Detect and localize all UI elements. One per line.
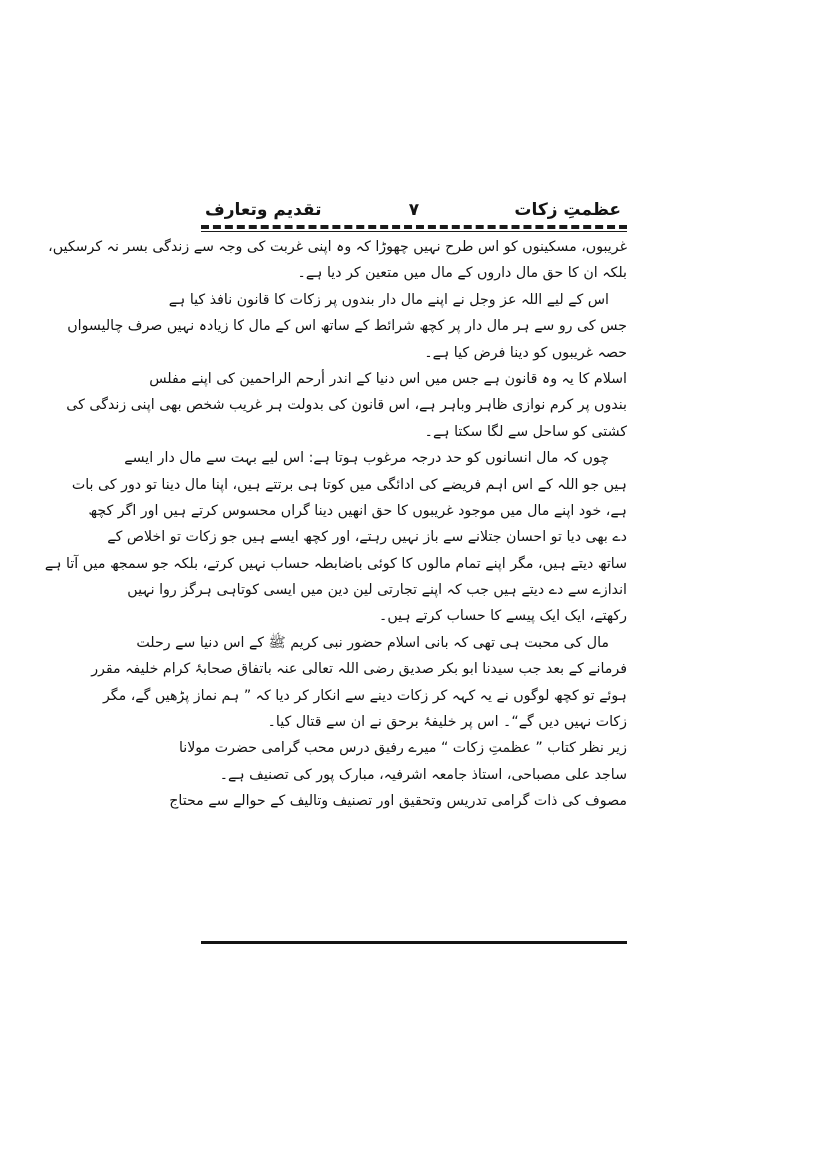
text-line: فرمانے کے بعد جب سیدنا ابو بکر صدیق رضی اللہ تعالی عنہ باتفاق صحابۂ کرام خلیفہ مقرر [91,661,627,678]
text-line: غریبوں، مسکینوں کو اس طرح نہیں چھوڑا کہ وہ اپنی غربت کی وجہ سے زندگی بسر نہ کرسکیں، [48,239,627,255]
text-line: ساتھ دیتے ہیں، مگر اپنے تمام مالوں کا کوئی باضابطہ حساب نہیں کرتے، بلکہ جو سمجھ میں آتا ہے [44,555,627,572]
text-line: ہیں جو اللہ کے اس اہم فریضے کی ادائگی میں کوتا ہی برتتے ہیں، اپنا مال دینا تو دور کی بات [71,476,627,493]
page-number: ۷ [408,200,420,220]
footer-rule [201,941,627,944]
text-line: کشتی کو ساحل سے لگا سکتا ہے۔ [424,423,627,440]
text-line: اسلام کا یہ وہ قانون ہے جس میں اس دنیا کے اندر أرحم الراحمین کی اپنے مفلس [149,370,627,387]
text-line: اندازے سے دے دیتے ہیں جب کہ اپنے تجارتی لین دین میں ایسی کوتاہی ہرگز روا نہیں [127,582,627,599]
text-line: جس کی رو سے ہر مال دار پر کچھ شرائط کے ساتھ اس کے مال کا زیادہ نہیں صرف چالیسواں [67,318,627,335]
section-title: تقدیم وتعارف [205,200,322,220]
text-line: ہوئے تو کچھ لوگوں نے یہ کہہ کر زکات دینے سے انکار کر دیا کہ ” ہم نماز پڑھیں گے، مگر [102,687,627,704]
text-line: رکھتے، ایک ایک پیسے کا حساب کرتے ہیں۔ [379,608,627,625]
header-thin-rule [201,231,627,232]
text-line: بندوں پر کرم نوازی ظاہر وباہر ہے، اس قانون کی بدولت ہر غریب شخص بھی اپنی زندگی کی [66,397,627,414]
running-header [201,197,627,223]
header-dashed-rule [201,225,627,229]
text-line: مصوف کی ذات گرامی تدریس وتحقیق اور تصنیف وتالیف کے حوالے سے محتاج [169,793,627,810]
body-text [44,234,627,815]
text-line: اس کے لیے اللہ عز وجل نے اپنے مال دار بندوں پر زکات کا قانون نافذ کیا ہے [168,291,609,308]
book-title: عظمتِ زکات [514,200,621,220]
text-line: زیر نظر کتاب ” عظمتِ زکات “ میرے رفیق درس محب گرامی حضرت مولانا [178,740,627,757]
text-line: حصہ غریبوں کو دینا فرض کیا ہے۔ [424,344,627,361]
text-line: ہے، خود اپنے مال میں موجود غریبوں کا حق انھیں دینا گراں محسوس کرتے ہیں اور اگر کچھ [88,502,627,519]
text-line: ساجد علی مصباحی، استاذ جامعہ اشرفیہ، مبارک پور کی تصنیف ہے۔ [219,766,627,783]
text-line: چوں کہ مال انسانوں کو حد درجہ مرغوب ہوتا ہے: اس لیے بہت سے مال دار ایسے [124,450,609,467]
text-line: مال کی محبت ہی تھی کہ بانی اسلام حضور نبی کریم ﷺ کے اس دنیا سے رحلت [136,634,609,651]
text-line: دے بھی دیا تو احسان جتلانے سے باز نہیں رہتے، اور کچھ ایسے ہیں جو زکات تو اخلاص کے [107,529,627,546]
text-line: زکات نہیں دیں گے“۔ اس پر خلیفۂ برحق نے ان سے قتال کیا۔ [267,714,627,731]
text-line: بلکہ ان کا حق مال داروں کے مال میں متعین کر دیا ہے۔ [297,265,627,282]
